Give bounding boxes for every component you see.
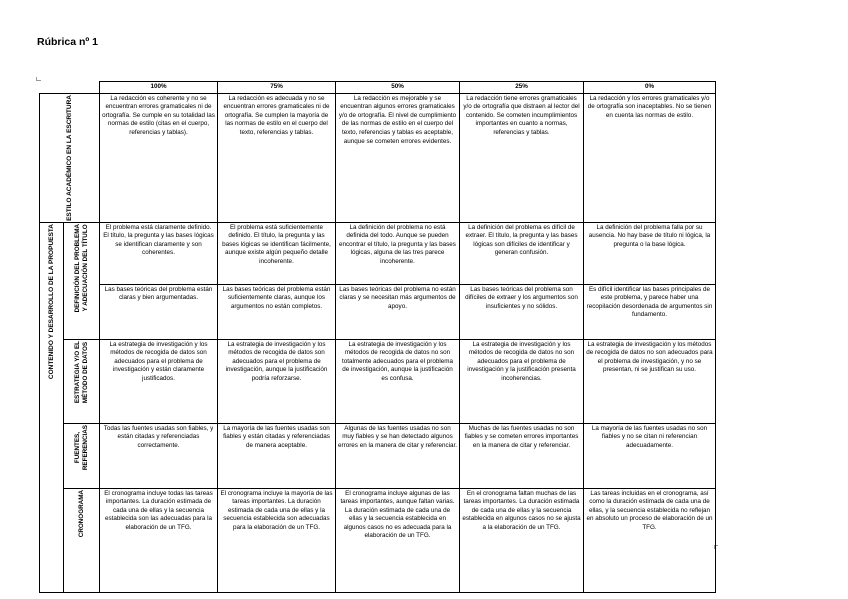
section-label-cell [40, 93, 100, 222]
header-corner [40, 82, 100, 94]
rubric-cell: El cronograma incluye todas las tareas importantes. La duración estimada de cada una de ellas y la secuencia establecida son las adecuadas para la elaboración de un TFG. [100, 488, 218, 592]
column-header: 0% [584, 82, 716, 94]
rubric-cell: El cronograma incluye algunas de las tareas importantes, aunque faltan varias. La duración estimada de cada una de ellas y la secuencia establecida en algunos casos no es adecuada para la elaboración de un TFG. [336, 488, 460, 592]
column-header: 50% [336, 82, 460, 94]
table-row [40, 423, 716, 488]
rubric-cell: La definición del problema es difícil de extraer. El título, la pregunta y las bases lógicas son difíciles de identificar y generan confusión. [460, 222, 584, 284]
rubric-cell: La estrategia de investigación y los métodos de recogida de datos son adecuados para el problema de investigación y están claramente justificados. [100, 339, 218, 423]
rubric-cell: La redacción es adecuada y no se encuentran errores gramaticales ni de ortografía. Se cumplen la mayoría de las normas de estilo en el cuerpo del texto, referencias y tablas. [218, 93, 336, 222]
page-title: Rúbrica nº 1 [37, 36, 99, 48]
table-row [40, 222, 716, 284]
rubric-cell: La definición del problema falla por su ausencia. No hay base de título ni lógica, la pregunta o la base lógica. [584, 222, 716, 284]
rubric-cell: En el cronograma faltan muchas de las tareas importantes. La duración estimada de cada una de ellas y la secuencia establecida en algunos casos no se ajusta a la elaboración de un TFG. [460, 488, 584, 592]
rubric-table [39, 81, 716, 593]
table-row [40, 339, 716, 423]
rubric-cell: La redacción es mejorable y se encuentran algunos errores gramaticales y/o de ortografía. El nivel de cumplimiento de las normas de estilo en el cuerpo del texto, referencias y tablas es aceptable, aunque se cometen errores evidentes. [336, 93, 460, 222]
table-row [40, 284, 716, 339]
subsection-label-cell [64, 222, 100, 339]
column-header: 75% [218, 82, 336, 94]
section-label-cell [40, 222, 64, 592]
column-header: 100% [100, 82, 218, 94]
table-row [40, 93, 716, 222]
table-row [40, 488, 716, 592]
header-row [40, 82, 716, 94]
rubric-cell: La estrategia de investigación y los métodos de recogida de datos son adecuados para el problema de investigación, aunque la justificación podría reforzarse. [218, 339, 336, 423]
rubric-cell: La mayoría de las fuentes usadas son fiables y están citadas y referenciadas de manera aceptable. [218, 423, 336, 488]
rubric-cell: Muchas de las fuentes usadas no son fiables y se cometen errores importantes en la manera de citar y referenciar. [460, 423, 584, 488]
rubric-cell: La estrategia de investigación y los métodos de recogida de datos no son totalmente adecuados para el problema de investigación, aunque la justificación es confusa. [336, 339, 460, 423]
subsection-label-cronograma: CRONOGRAMA [77, 489, 85, 537]
rubric-cell: La estrategia de investigación y los métodos de recogida de datos no son adecuados para el problema de investigación y la justificación presenta incoherencias. [460, 339, 584, 423]
subsection-label-cell [64, 488, 100, 592]
subsection-label-definicion: DEFINICIÓN DEL PROBLEMA Y ADECUACIÓN DEL TÍTULO [73, 223, 89, 312]
rubric-cell: Algunas de las fuentes usadas no son muy fiables y se han detectado algunos errores en la manera de citar y referenciar. [336, 423, 460, 488]
subsection-label-estrategia: ESTRATEGIA Y/O EL MÉTODO DE DATOS [73, 340, 89, 403]
rubric-cell: La definición del problema no está definida del todo. Aunque se pueden encontrar el título, la pregunta y las bases lógicas, alguna de las tres parece incoherente. [336, 222, 460, 284]
section-label-contenido: CONTENIDO Y DESARROLLO DE LA PROPUESTA [47, 223, 55, 379]
rubric-cell: La redacción tiene errores gramaticales y/o de ortografía que distraen al lector del contenido. Se cometen incumplimientos importantes en cuanto a normas, referencias y tablas. [460, 93, 584, 222]
rubric-cell: El problema está suficientemente definido. El título, la pregunta y las bases lógicas se identifican fácilmente, aunque existe algún pequeño detalle incoherente. [218, 222, 336, 284]
rubric-cell: Las bases teóricas del problema son difíciles de extraer y los argumentos son insuficientes y no sólidos. [460, 284, 584, 339]
rubric-cell: Las bases teóricas del problema están claras y bien argumentadas. [100, 284, 218, 339]
subsection-label-cell [64, 339, 100, 423]
rubric-cell: Las bases teóricas del problema están suficientemente claras, aunque los argumentos no están completos. [218, 284, 336, 339]
section-label-estilo: ESTILO ACADÉMICO EN LA ESCRITURA [65, 94, 73, 221]
rubric-cell: El problema está claramente definido. El título, la pregunta y las bases lógicas se identifican claramente y son coherentes. [100, 222, 218, 284]
rubric-cell: Las bases teóricas del problema no están claras y se necesitan más argumentos de apoyo. [336, 284, 460, 339]
rubric-cell: La estrategia de investigación y los métodos de recogida de datos no son adecuados para el problema de investigación, y no se presentan, ni se justifican su uso. [584, 339, 716, 423]
rubric-cell: Las tareas incluidas en el cronograma, así como la duración estimada de cada una de ellas, y la secuencia establecida no reflejan en absoluto un proceso de elaboración de un TFG. [584, 488, 716, 592]
rubric-cell: Es difícil identificar las bases principales de este problema, y parece haber una recopilación desordenada de argumentos sin fundamento. [584, 284, 716, 339]
rubric-cell: La redacción y los errores gramaticales y/o de ortografía son inaceptables. No se tienen en cuenta las normas de estilo. [584, 93, 716, 222]
subsection-label-fuentes: FUENTES, REFERENCIAS [73, 424, 89, 470]
column-header: 25% [460, 82, 584, 94]
rubric-cell: El cronograma incluye la mayoría de las tareas importantes. La duración estimada de cada una de ellas y la secuencia establecida son adecuadas para la elaboración de un TFG. [218, 488, 336, 592]
rubric-cell: La redacción es coherente y no se encuentran errores gramaticales ni de ortografía. Se cumple en su totalidad las normas de estilo (citas en el cuerpo, referencias y tablas). [100, 93, 218, 222]
subsection-label-cell [64, 423, 100, 488]
rubric-cell: La mayoría de las fuentes usadas no son fiables y no se citan ni referencian adecuadamente. [584, 423, 716, 488]
rubric-cell: Todas las fuentes usadas son fiables, y están citadas y referenciadas correctamente. [100, 423, 218, 488]
